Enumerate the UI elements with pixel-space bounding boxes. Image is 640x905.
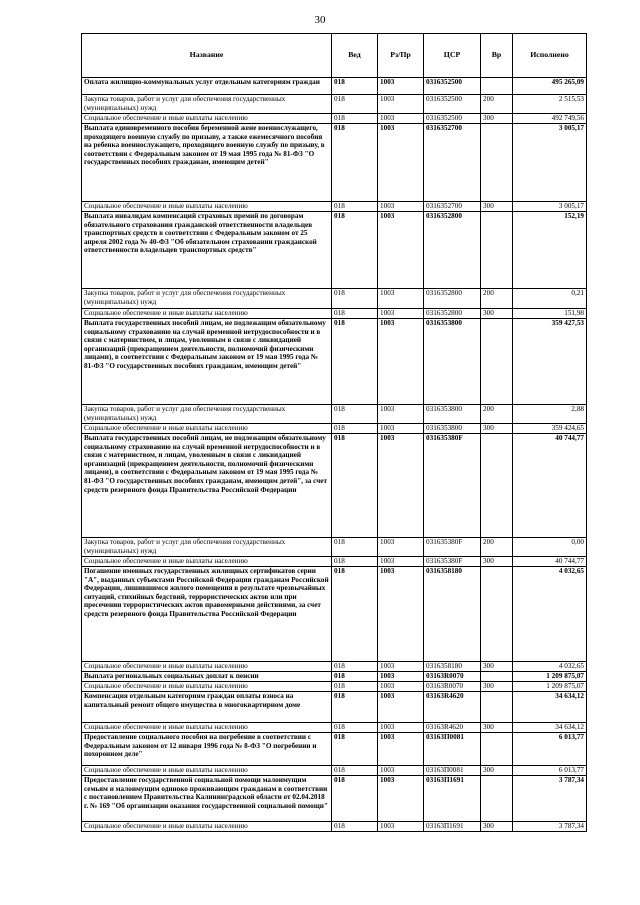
cell-csr: 03163R0070 — [424, 672, 481, 682]
cell-rz-pr: 1003 — [378, 538, 424, 557]
table-row — [82, 78, 587, 95]
table-row — [82, 776, 587, 822]
table-body — [82, 78, 587, 832]
cell-csr: 031635380F — [424, 557, 481, 567]
cell-name: Социальное обеспечение и иные выплаты населению — [82, 766, 332, 776]
table-row — [82, 202, 587, 212]
cell-executed: 1 209 875,07 — [513, 672, 587, 682]
cell-ved: 018 — [332, 289, 378, 309]
cell-csr: 03163П0081 — [424, 766, 481, 776]
cell-ved: 018 — [332, 124, 378, 202]
cell-rz-pr: 1003 — [378, 822, 424, 832]
cell-name: Погашение именных государственных жилищных сертификатов серии "А", выданных субъектами Российской Федерации гражданам Российской Федерации, лишившимся жилого помещения в результате чрезвычайных ситуаций, стихийных бедствий, террористических актов или при пресечении террористических актов правомерными действиями, за счет средств резервного фонда Правительства Российской Федерации — [82, 567, 332, 662]
cell-name: Социальное обеспечение и иные выплаты населению — [82, 662, 332, 672]
cell-executed: 0,21 — [513, 289, 587, 309]
cell-name: Закупка товаров, работ и услуг для обеспечения государственных (муниципальных) нужд — [82, 95, 332, 114]
cell-csr: 0316352700 — [424, 202, 481, 212]
cell-vr — [481, 776, 513, 822]
table-row — [82, 766, 587, 776]
column-header-executed: Исполнено — [513, 34, 587, 78]
cell-csr: 03163R4620 — [424, 692, 481, 723]
table-row — [82, 557, 587, 567]
cell-csr: 0316352500 — [424, 114, 481, 124]
column-header-name: Название — [82, 34, 332, 78]
cell-vr: 200 — [481, 289, 513, 309]
cell-csr: 03163R0070 — [424, 682, 481, 692]
cell-vr: 300 — [481, 662, 513, 672]
cell-ved: 018 — [332, 766, 378, 776]
table-row — [82, 434, 587, 538]
cell-ved: 018 — [332, 682, 378, 692]
table-row — [82, 289, 587, 309]
cell-executed: 6 013,77 — [513, 766, 587, 776]
cell-rz-pr: 1003 — [378, 672, 424, 682]
cell-executed: 151,98 — [513, 309, 587, 319]
table-row — [82, 114, 587, 124]
cell-ved: 018 — [332, 309, 378, 319]
cell-vr: 300 — [481, 822, 513, 832]
cell-ved: 018 — [332, 557, 378, 567]
cell-executed: 1 209 875,07 — [513, 682, 587, 692]
cell-name: Закупка товаров, работ и услуг для обеспечения государственных (муниципальных) нужд — [82, 289, 332, 309]
cell-rz-pr: 1003 — [378, 557, 424, 567]
cell-ved: 018 — [332, 662, 378, 672]
table-row — [82, 95, 587, 114]
table-row — [82, 682, 587, 692]
cell-ved: 018 — [332, 319, 378, 405]
table-row — [82, 538, 587, 557]
table-header-row — [82, 34, 587, 78]
cell-executed: 152,19 — [513, 212, 587, 289]
cell-vr: 300 — [481, 114, 513, 124]
column-header-csr: ЦСР — [424, 34, 481, 78]
cell-name: Социальное обеспечение и иные выплаты населению — [82, 309, 332, 319]
cell-vr — [481, 567, 513, 662]
cell-name: Социальное обеспечение и иные выплаты населению — [82, 822, 332, 832]
cell-ved: 018 — [332, 202, 378, 212]
cell-ved: 018 — [332, 212, 378, 289]
cell-vr — [481, 319, 513, 405]
cell-csr: 03163П1691 — [424, 822, 481, 832]
cell-vr — [481, 124, 513, 202]
cell-ved: 018 — [332, 776, 378, 822]
cell-executed: 40 744,77 — [513, 557, 587, 567]
cell-csr: 03163R4620 — [424, 723, 481, 733]
table-row — [82, 567, 587, 662]
cell-csr: 031635380F — [424, 434, 481, 538]
cell-ved: 018 — [332, 405, 378, 424]
cell-executed: 359 427,53 — [513, 319, 587, 405]
cell-rz-pr: 1003 — [378, 212, 424, 289]
cell-executed: 3 005,17 — [513, 202, 587, 212]
cell-csr: 0316352800 — [424, 212, 481, 289]
cell-vr: 300 — [481, 682, 513, 692]
cell-name: Социальное обеспечение и иные выплаты населению — [82, 424, 332, 434]
cell-ved: 018 — [332, 692, 378, 723]
cell-rz-pr: 1003 — [378, 309, 424, 319]
table-row — [82, 124, 587, 202]
cell-csr: 0316353800 — [424, 405, 481, 424]
cell-executed: 4 032,65 — [513, 662, 587, 672]
cell-vr — [481, 434, 513, 538]
table-row — [82, 733, 587, 766]
cell-vr — [481, 733, 513, 766]
column-header-ved: Вед — [332, 34, 378, 78]
cell-ved: 018 — [332, 733, 378, 766]
table-row — [82, 319, 587, 405]
cell-executed: 359 424,65 — [513, 424, 587, 434]
cell-name: Выплата единовременного пособия беременной жене военнослужащего, проходящего военную службу по призыву, а также ежемесячного пособия на ребенка военнослужащего, проходящего военную службу по призыву, в соответствии с Федеральным законом от 19 мая 1995 года № 81-ФЗ "О государственных пособиях гражданам, имеющим детей" — [82, 124, 332, 202]
column-header-rz-pr: Рз/Пр — [378, 34, 424, 78]
cell-rz-pr: 1003 — [378, 202, 424, 212]
cell-executed: 6 013,77 — [513, 733, 587, 766]
cell-ved: 018 — [332, 424, 378, 434]
cell-csr: 0316352700 — [424, 124, 481, 202]
cell-executed: 2,88 — [513, 405, 587, 424]
cell-rz-pr: 1003 — [378, 434, 424, 538]
table-row — [82, 723, 587, 733]
cell-rz-pr: 1003 — [378, 567, 424, 662]
cell-csr: 0316358180 — [424, 567, 481, 662]
cell-csr: 0316352800 — [424, 309, 481, 319]
cell-vr: 200 — [481, 95, 513, 114]
cell-rz-pr: 1003 — [378, 319, 424, 405]
cell-ved: 018 — [332, 78, 378, 95]
cell-rz-pr: 1003 — [378, 124, 424, 202]
cell-csr: 0316353800 — [424, 319, 481, 405]
cell-name: Социальное обеспечение и иные выплаты населению — [82, 202, 332, 212]
cell-executed: 0,00 — [513, 538, 587, 557]
cell-vr: 300 — [481, 202, 513, 212]
cell-executed: 495 265,09 — [513, 78, 587, 95]
table-row — [82, 212, 587, 289]
cell-csr: 0316352500 — [424, 78, 481, 95]
cell-vr: 200 — [481, 405, 513, 424]
cell-vr — [481, 78, 513, 95]
cell-name: Социальное обеспечение и иные выплаты населению — [82, 723, 332, 733]
cell-executed: 34 634,12 — [513, 692, 587, 723]
cell-name: Социальное обеспечение и иные выплаты населению — [82, 114, 332, 124]
page-number: 30 — [314, 14, 326, 26]
cell-rz-pr: 1003 — [378, 289, 424, 309]
cell-name: Выплата государственных пособий лицам, не подлежащим обязательному социальному страхованию на случай временной нетрудоспособности и в связи с материнством, и лицам, уволенным в связи с ликвидацией организаций (прекращением деятельности, полномочий физическими лицами), в соответствии с Федеральным законом от 19 мая 1995 года № 81-ФЗ "О государственных пособиях гражданам, имеющим детей" — [82, 319, 332, 405]
cell-executed: 4 032,65 — [513, 567, 587, 662]
cell-name: Закупка товаров, работ и услуг для обеспечения государственных (муниципальных) нужд — [82, 405, 332, 424]
cell-name: Закупка товаров, работ и услуг для обеспечения государственных (муниципальных) нужд — [82, 538, 332, 557]
cell-rz-pr: 1003 — [378, 766, 424, 776]
cell-rz-pr: 1003 — [378, 424, 424, 434]
cell-vr — [481, 672, 513, 682]
cell-csr: 03163П0081 — [424, 733, 481, 766]
cell-name: Выплата государственных пособий лицам, не подлежащим обязательному социальному страхованию на случай временной нетрудоспособности и в связи с материнством, и лицам, уволенным в связи с ликвидацией организаций (прекращением деятельности, полномочий физическими лицами), в соответствии с Федеральным законом от 19 мая 1995 года № 81-ФЗ "О государственных пособиях гражданам, имеющим детей", за счет средств резервного фонда Правительства Российской Федерации — [82, 434, 332, 538]
cell-executed: 40 744,77 — [513, 434, 587, 538]
cell-rz-pr: 1003 — [378, 405, 424, 424]
table-row — [82, 309, 587, 319]
cell-name: Оплата жилищно-коммунальных услуг отдельным категориям граждан — [82, 78, 332, 95]
table-row — [82, 662, 587, 672]
cell-rz-pr: 1003 — [378, 723, 424, 733]
cell-name: Выплата инвалидам компенсаций страховых премий по договорам обязательного страхования гражданской ответственности владельцев транспортных средств в соответствии с Федеральным законом от 25 апреля 2002 года № 40-ФЗ "Об обязательном страховании гражданской ответственности владельцев транспортных средств" — [82, 212, 332, 289]
cell-name: Социальное обеспечение и иные выплаты населению — [82, 557, 332, 567]
cell-executed: 2 515,53 — [513, 95, 587, 114]
cell-csr: 03163П1691 — [424, 776, 481, 822]
cell-vr: 300 — [481, 424, 513, 434]
cell-ved: 018 — [332, 434, 378, 538]
cell-executed: 34 634,12 — [513, 723, 587, 733]
cell-name: Социальное обеспечение и иные выплаты населению — [82, 682, 332, 692]
cell-csr: 0316352500 — [424, 95, 481, 114]
table-row — [82, 672, 587, 682]
table-row — [82, 822, 587, 832]
cell-name: Компенсация отдельным категориям граждан оплаты взноса на капитальный ремонт общего имущества в многоквартирном доме — [82, 692, 332, 723]
cell-vr: 200 — [481, 538, 513, 557]
cell-csr: 0316358180 — [424, 662, 481, 672]
cell-ved: 018 — [332, 114, 378, 124]
cell-vr: 300 — [481, 723, 513, 733]
cell-rz-pr: 1003 — [378, 114, 424, 124]
cell-name: Предоставление социального пособия на погребение в соответствии с Федеральным законом от 12 января 1996 года № 8-ФЗ "О погребении и похоронном деле" — [82, 733, 332, 766]
cell-csr: 0316353800 — [424, 424, 481, 434]
cell-name: Выплата региональных социальных доплат к пенсии — [82, 672, 332, 682]
cell-vr — [481, 212, 513, 289]
cell-rz-pr: 1003 — [378, 733, 424, 766]
cell-ved: 018 — [332, 567, 378, 662]
cell-csr: 0316352800 — [424, 289, 481, 309]
cell-ved: 018 — [332, 822, 378, 832]
budget-table — [81, 33, 587, 832]
cell-rz-pr: 1003 — [378, 776, 424, 822]
cell-executed: 492 749,56 — [513, 114, 587, 124]
cell-ved: 018 — [332, 95, 378, 114]
cell-vr: 300 — [481, 766, 513, 776]
cell-ved: 018 — [332, 723, 378, 733]
cell-rz-pr: 1003 — [378, 682, 424, 692]
cell-rz-pr: 1003 — [378, 662, 424, 672]
cell-vr: 300 — [481, 557, 513, 567]
table-row — [82, 692, 587, 723]
cell-executed: 3 005,17 — [513, 124, 587, 202]
cell-vr — [481, 692, 513, 723]
table-row — [82, 424, 587, 434]
cell-executed: 3 787,34 — [513, 776, 587, 822]
cell-rz-pr: 1003 — [378, 78, 424, 95]
table-row — [82, 405, 587, 424]
cell-executed: 3 787,34 — [513, 822, 587, 832]
cell-name: Предоставление государственной социальной помощи малоимущим семьям и малоимущим одиноко проживающим гражданам в соответствии с постановлением Правительства Калининградской области от 02.04.2018 г. № 169 "Об организации оказания государственной социальной помощи" — [82, 776, 332, 822]
cell-ved: 018 — [332, 538, 378, 557]
cell-vr: 300 — [481, 309, 513, 319]
cell-ved: 018 — [332, 672, 378, 682]
cell-rz-pr: 1003 — [378, 95, 424, 114]
cell-rz-pr: 1003 — [378, 692, 424, 723]
cell-csr: 031635380F — [424, 538, 481, 557]
column-header-vr: Вр — [481, 34, 513, 78]
